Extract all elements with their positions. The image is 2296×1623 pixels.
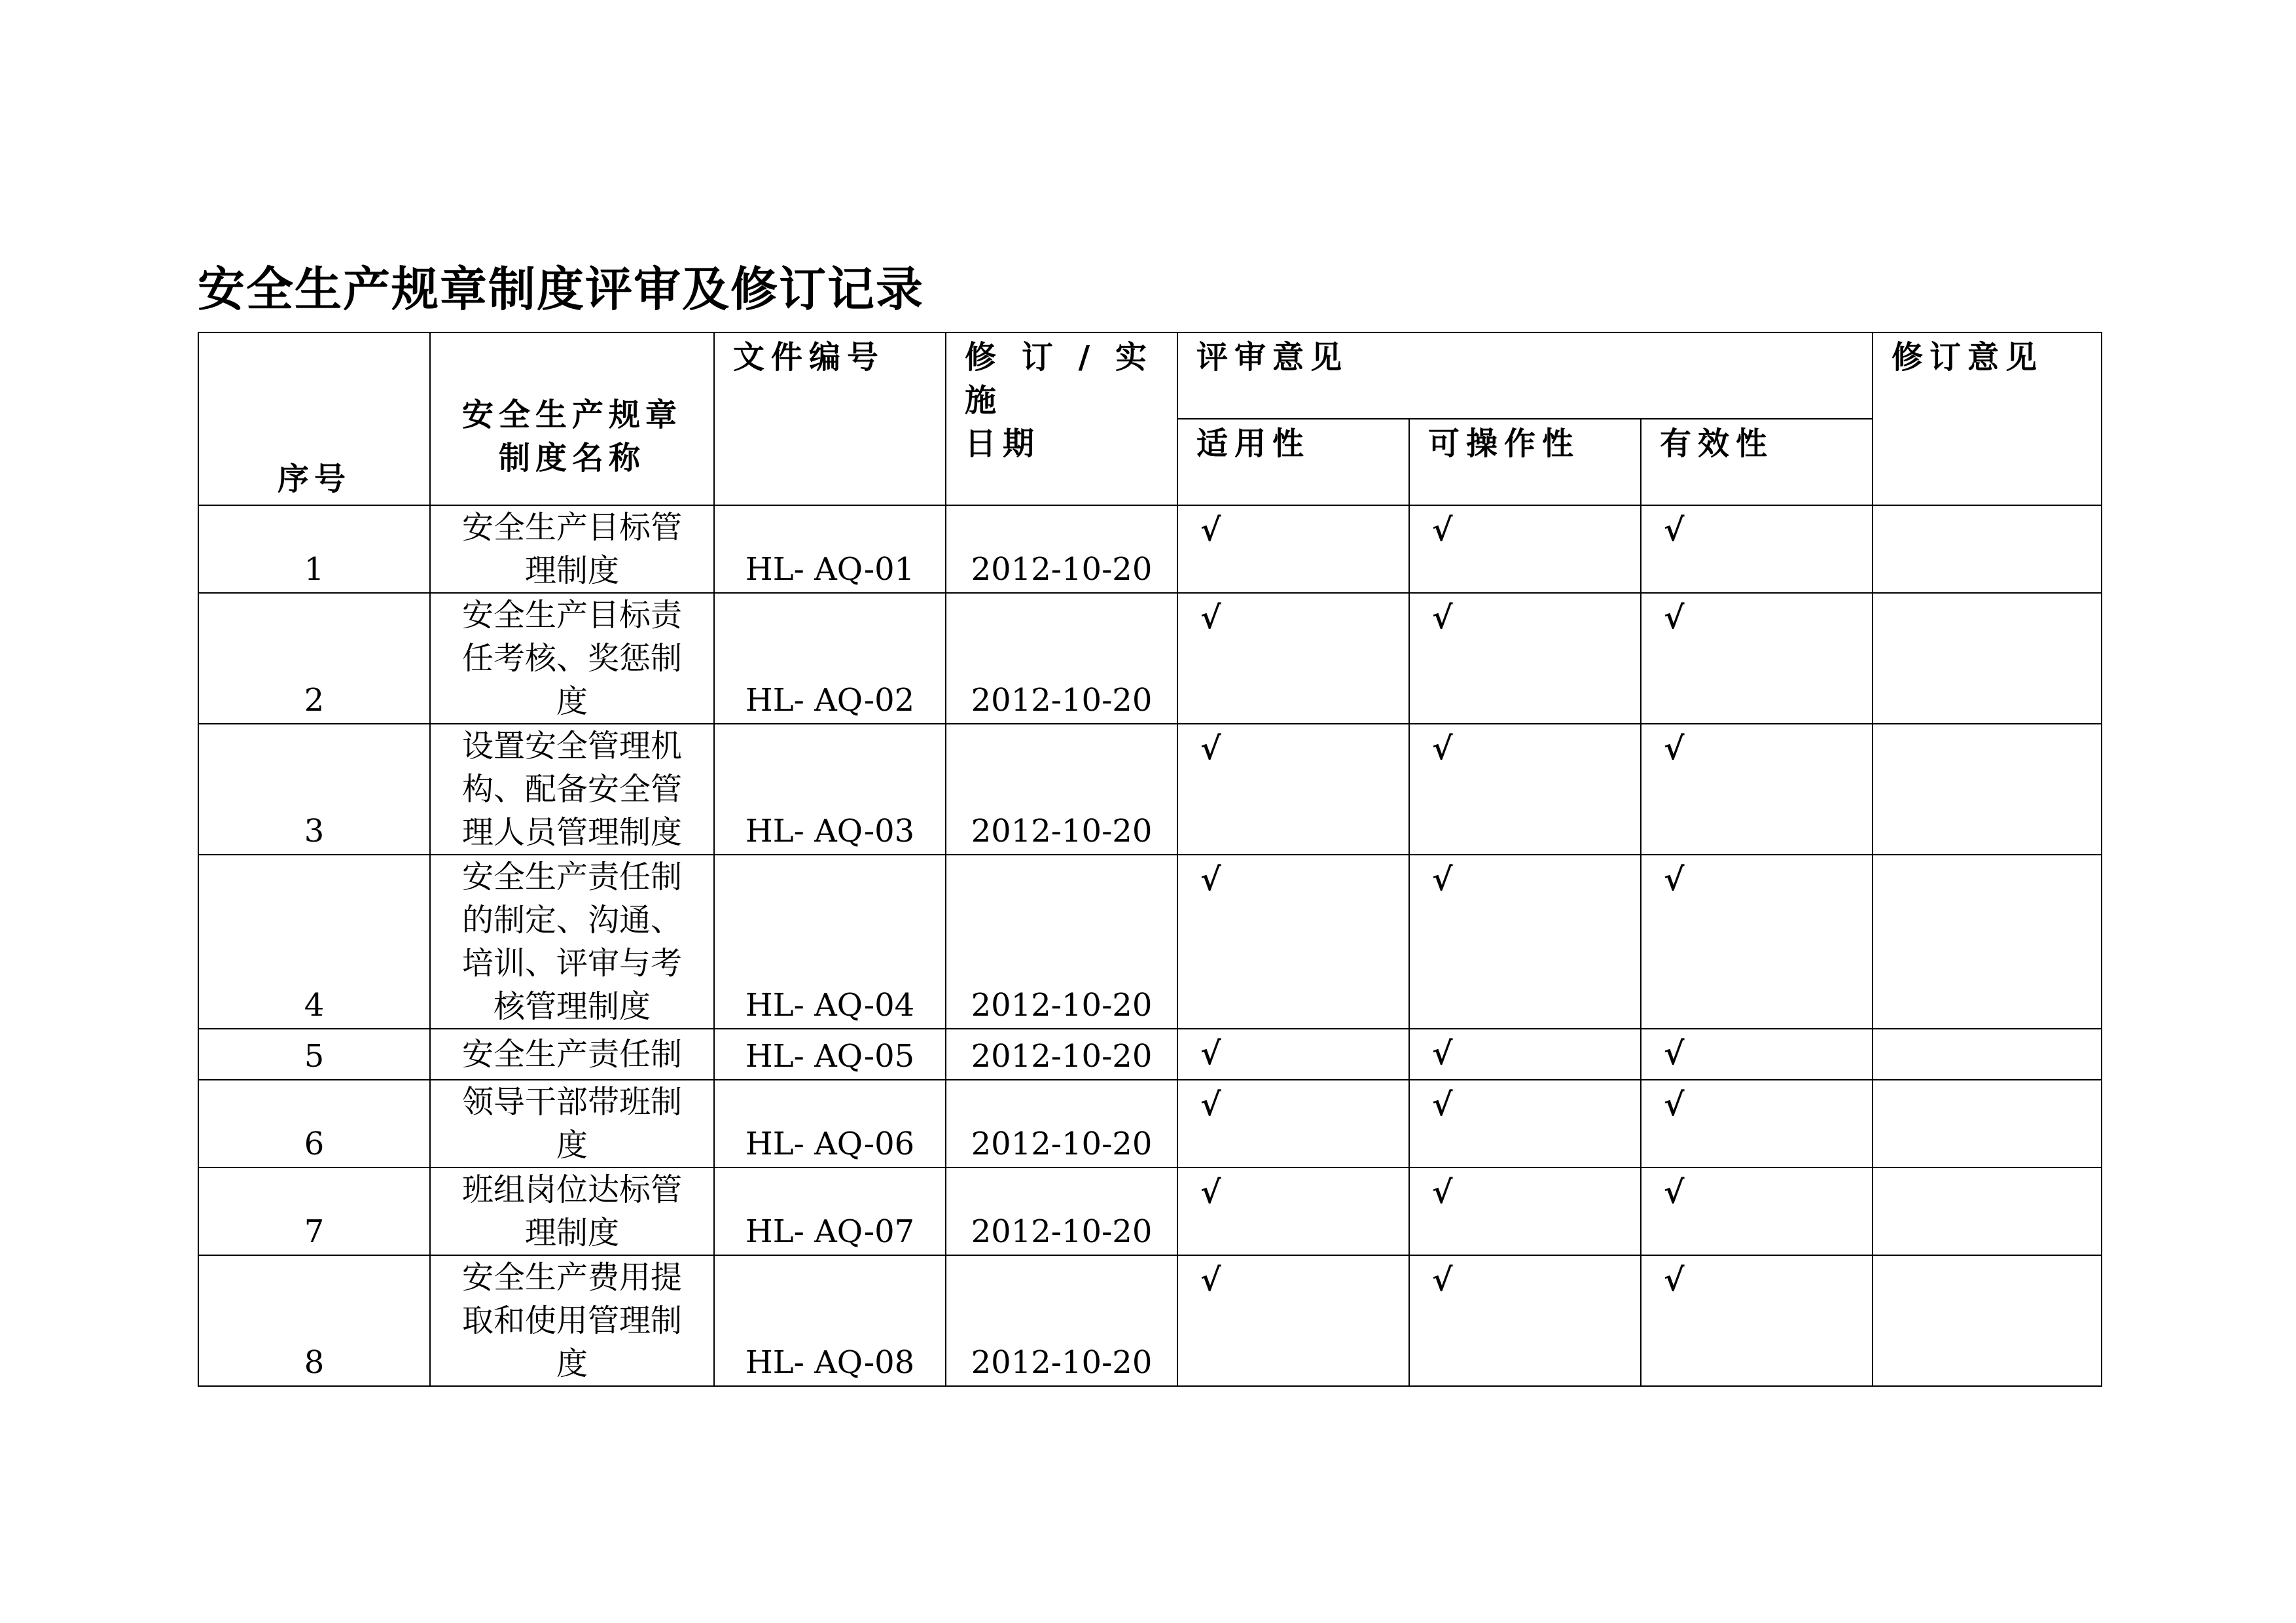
document-code: HL- AQ-04 [714, 855, 946, 1029]
document-code: HL- AQ-05 [714, 1029, 946, 1080]
effectiveness-check: √ [1641, 1168, 1873, 1255]
applicability-check: √ [1177, 855, 1409, 1029]
row-number: 3 [198, 724, 430, 855]
operability-check: √ [1409, 1080, 1641, 1168]
regulation-name [430, 1080, 714, 1168]
row-number: 7 [198, 1168, 430, 1255]
effectiveness-check: √ [1641, 1080, 1873, 1168]
document-title: 安全生产规章制度评审及修订记录 [198, 262, 925, 317]
document-code: HL- AQ-02 [714, 593, 946, 724]
revision-date: 2012-10-20 [946, 855, 1177, 1029]
regulation-name-text: 领导干部带班制 度 [461, 1084, 682, 1164]
regulation-name [430, 593, 714, 724]
table-row [198, 1168, 2102, 1255]
revision-opinion [1873, 1080, 2102, 1168]
row-number: 1 [198, 505, 430, 593]
applicability-check: √ [1177, 1255, 1409, 1386]
operability-check: √ [1409, 724, 1641, 855]
document-code: HL- AQ-08 [714, 1255, 946, 1386]
header-date [946, 332, 1177, 505]
header-review: 评审意见 [1177, 332, 1873, 419]
table-row [198, 724, 2102, 855]
document-code: HL- AQ-03 [714, 724, 946, 855]
regulation-name-text: 安全生产费用提 取和使用管理制 度 [461, 1259, 682, 1382]
header-revision: 修订意见 [1873, 332, 2102, 505]
header-name [430, 332, 714, 505]
revision-opinion [1873, 1029, 2102, 1080]
document-code: HL- AQ-07 [714, 1168, 946, 1255]
header-date-line2: 日期 [965, 425, 1041, 462]
regulation-name [430, 1029, 714, 1080]
effectiveness-check: √ [1641, 1029, 1873, 1080]
header-date-line1: 修订/实施 [965, 339, 1164, 419]
applicability-check: √ [1177, 1029, 1409, 1080]
document-code: HL- AQ-06 [714, 1080, 946, 1168]
revision-opinion [1873, 593, 2102, 724]
table-row [198, 505, 2102, 593]
table-row [198, 593, 2102, 724]
regulation-name [430, 505, 714, 593]
header-effectiveness: 有效性 [1641, 419, 1873, 505]
regulation-name [430, 1255, 714, 1386]
row-number: 6 [198, 1080, 430, 1168]
header-operability: 可操作性 [1409, 419, 1641, 505]
applicability-check: √ [1177, 505, 1409, 593]
row-number: 4 [198, 855, 430, 1029]
regulation-name [430, 1168, 714, 1255]
operability-check: √ [1409, 855, 1641, 1029]
revision-date: 2012-10-20 [946, 724, 1177, 855]
effectiveness-check: √ [1641, 505, 1873, 593]
effectiveness-check: √ [1641, 855, 1873, 1029]
revision-date: 2012-10-20 [946, 505, 1177, 593]
table-row [198, 1080, 2102, 1168]
operability-check: √ [1409, 505, 1641, 593]
regulation-name-text: 安全生产目标责 任考核、奖惩制 度 [461, 597, 682, 720]
revision-opinion [1873, 505, 2102, 593]
review-record-table [198, 332, 2102, 1387]
applicability-check: √ [1177, 593, 1409, 724]
revision-opinion [1873, 1168, 2102, 1255]
table-row [198, 1029, 2102, 1080]
effectiveness-check: √ [1641, 1255, 1873, 1386]
regulation-name-text: 安全生产责任制 [461, 1036, 682, 1073]
regulation-name [430, 855, 714, 1029]
header-row-1 [198, 332, 2102, 419]
operability-check: √ [1409, 1029, 1641, 1080]
document-code: HL- AQ-01 [714, 505, 946, 593]
applicability-check: √ [1177, 1168, 1409, 1255]
regulation-name-text: 班组岗位达标管 理制度 [461, 1171, 682, 1251]
revision-date: 2012-10-20 [946, 1080, 1177, 1168]
table-row [198, 1255, 2102, 1386]
regulation-name-text: 安全生产目标管 理制度 [461, 509, 682, 589]
revision-opinion [1873, 1255, 2102, 1386]
revision-date: 2012-10-20 [946, 1168, 1177, 1255]
regulation-name-text: 安全生产责任制 的制定、沟通、 培训、评审与考 核管理制度 [461, 859, 682, 1025]
row-number: 2 [198, 593, 430, 724]
operability-check: √ [1409, 1168, 1641, 1255]
revision-opinion [1873, 855, 2102, 1029]
row-number: 5 [198, 1029, 430, 1080]
applicability-check: √ [1177, 1080, 1409, 1168]
operability-check: √ [1409, 593, 1641, 724]
header-code: 文件编号 [714, 332, 946, 505]
header-applicability: 适用性 [1177, 419, 1409, 505]
header-name-line1: 安全生产规章 [461, 397, 682, 433]
row-number: 8 [198, 1255, 430, 1386]
revision-date: 2012-10-20 [946, 1029, 1177, 1080]
applicability-check: √ [1177, 724, 1409, 855]
regulation-name-text: 设置安全管理机 构、配备安全管 理人员管理制度 [461, 728, 682, 851]
table-row [198, 855, 2102, 1029]
regulation-name [430, 724, 714, 855]
effectiveness-check: √ [1641, 593, 1873, 724]
effectiveness-check: √ [1641, 724, 1873, 855]
revision-date: 2012-10-20 [946, 1255, 1177, 1386]
revision-date: 2012-10-20 [946, 593, 1177, 724]
operability-check: √ [1409, 1255, 1641, 1386]
header-name-line2: 制度名称 [498, 440, 645, 476]
header-no: 序号 [198, 332, 430, 505]
revision-opinion [1873, 724, 2102, 855]
